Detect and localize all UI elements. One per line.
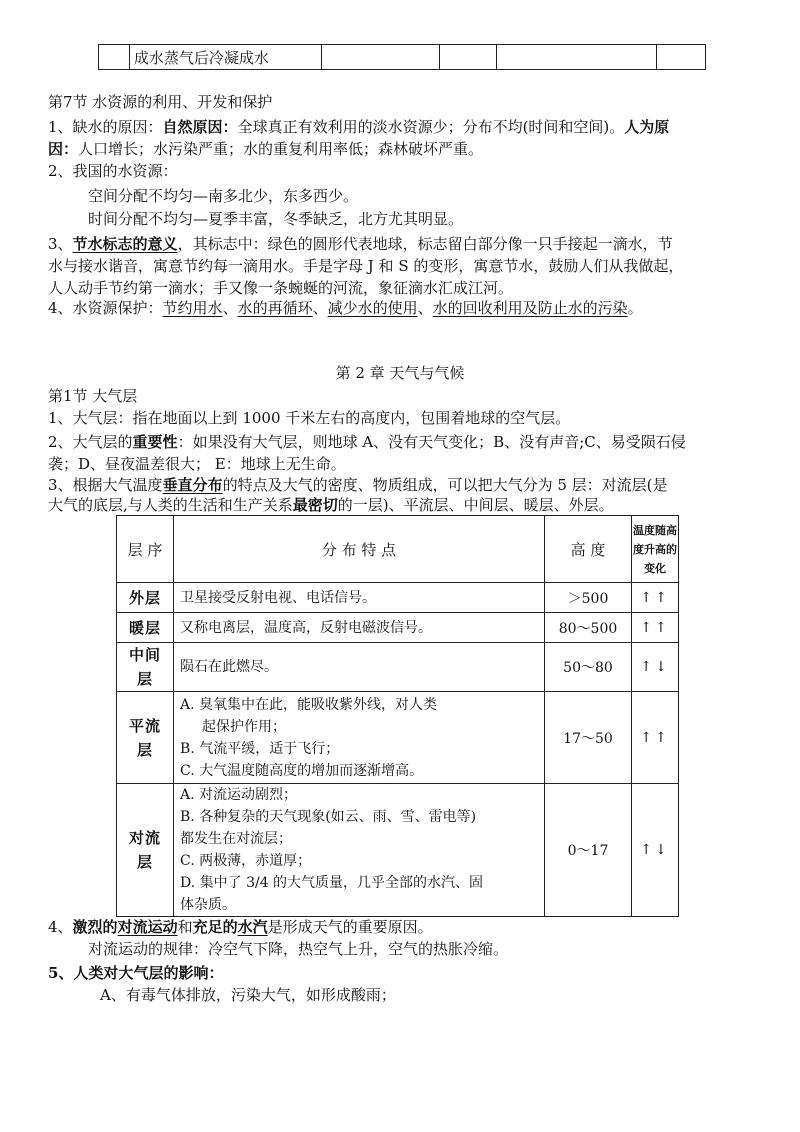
paragraph-line: 袭；D、昼夜温差很大； E：地球上无生命。 bbox=[48, 455, 346, 473]
emphasis-text: 垂直分布 bbox=[162, 476, 223, 494]
temperature-trend-cell: ↑↑ bbox=[632, 613, 679, 643]
top-table-fragment bbox=[98, 44, 706, 70]
feature-line: B. 气流平缓，适于飞行； bbox=[180, 740, 340, 757]
table-cell bbox=[497, 45, 657, 70]
emphasis-text: 对流运动 bbox=[117, 918, 178, 936]
table-row bbox=[117, 643, 679, 692]
chapter-title: 第 2 章 天气与气候 bbox=[335, 364, 465, 382]
column-header: 分 布 特 点 bbox=[174, 516, 545, 583]
text: ：如果没有大气层，则地球 A、没有天气变化；B、没有声音;C、易受陨石侵 bbox=[177, 433, 686, 451]
underlined-text: 水的回收利用及防止水的污染 bbox=[432, 299, 628, 317]
paragraph-line: 空间分配不均匀—南多北少，东多西少。 bbox=[88, 187, 359, 205]
temperature-trend-cell: ↑↓ bbox=[632, 643, 679, 692]
underlined-text: 节约用水 bbox=[162, 299, 223, 317]
text: 1、缺水的原因： bbox=[48, 118, 163, 136]
table-row bbox=[117, 692, 679, 784]
text: 、 bbox=[417, 299, 433, 317]
feature-line: 卫星接受反射电视、电话信号。 bbox=[180, 589, 376, 606]
text: 、 bbox=[312, 299, 328, 317]
layer-name-cell: 平流层 bbox=[117, 692, 174, 784]
atmosphere-layers-table bbox=[116, 515, 679, 917]
text: 4、 bbox=[48, 918, 73, 936]
table-cell bbox=[657, 45, 706, 70]
bold-text: 重要性 bbox=[132, 433, 178, 451]
text: 大气的底层,与人类的生活和生产关系 bbox=[48, 496, 293, 514]
feature-line: D. 集中了 3/4 的大气质量，几乎全部的水汽、固 bbox=[180, 875, 484, 891]
feature-line: 又称电离层，温度高，反射电磁波信号。 bbox=[180, 619, 432, 636]
section-heading: 第7节 水资源的利用、开发和保护 bbox=[48, 93, 273, 111]
section-heading: 第1节 大气层 bbox=[48, 387, 138, 405]
table-cell bbox=[440, 45, 497, 70]
text: 、 bbox=[222, 299, 238, 317]
paragraph-line bbox=[48, 138, 483, 160]
feature-line: 体杂质。 bbox=[180, 897, 236, 913]
column-header: 温度随高度升高的变化 bbox=[632, 516, 679, 583]
paragraph-line bbox=[48, 494, 614, 516]
paragraph-line: 对流运动的规律：冷空气下降，热空气上升，空气的热胀冷缩。 bbox=[88, 940, 509, 958]
feature-line: 陨石在此燃尽。 bbox=[180, 659, 278, 675]
layer-height-cell: 50～80 bbox=[545, 643, 632, 692]
paragraph-line bbox=[48, 474, 668, 496]
bold-text: 充足的 bbox=[192, 918, 238, 936]
layer-features-cell bbox=[174, 583, 545, 613]
emphasis-text: 水汽 bbox=[237, 918, 268, 936]
temperature-trend-cell: ↑↓ bbox=[632, 784, 679, 917]
layer-name-cell: 中间层 bbox=[117, 643, 174, 692]
paragraph-line bbox=[48, 116, 669, 138]
bold-text: 激烈的 bbox=[72, 918, 118, 936]
layer-name-cell: 暖层 bbox=[117, 613, 174, 643]
text: 全球真正有效利用的淡水资源少；分布不均(时间和空间)。 bbox=[237, 118, 625, 136]
table-row bbox=[99, 45, 706, 70]
paragraph-line: 水与接水谐音，寓意节约每一滴用水。手是字母 J 和 S 的变形，寓意节水，鼓励人们从我做起， bbox=[48, 257, 684, 275]
text: 4、水资源保护： bbox=[48, 299, 163, 317]
bold-text: 因： bbox=[48, 140, 79, 158]
temperature-trend-cell: ↑↑ bbox=[632, 692, 679, 784]
feature-line: A. 臭氧集中在此，能吸收紫外线，对人类 bbox=[180, 696, 438, 713]
bold-text: 人为原 bbox=[624, 118, 670, 136]
feature-line: C. 大气温度随高度的增加而逐渐增高。 bbox=[180, 762, 424, 779]
table-cell: 成水蒸气后冷凝成水 bbox=[129, 45, 321, 70]
layer-height-cell: 0～17 bbox=[545, 784, 632, 917]
table-row bbox=[117, 613, 679, 643]
paragraph-line: 人人动手节约第一滴水；手又像一条蜿蜒的河流，象征滴水汇成江河。 bbox=[48, 279, 514, 297]
layer-features-cell bbox=[174, 784, 545, 917]
column-header: 层 序 bbox=[117, 516, 174, 583]
feature-line: C. 两极薄，赤道厚； bbox=[180, 853, 312, 869]
table-header-row bbox=[117, 516, 679, 583]
text: 的一层)、平流层、中间层、暖层、外层。 bbox=[337, 496, 614, 514]
paragraph-line bbox=[48, 297, 643, 319]
feature-line: B. 各种复杂的天气现象(如云、雨、雪、雷电等) bbox=[180, 809, 477, 825]
layer-features-cell bbox=[174, 613, 545, 643]
paragraph-line: 2、我国的水资源： bbox=[48, 162, 178, 180]
paragraph-line: A、有毒气体排放，污染大气，如形成酸雨； bbox=[100, 986, 396, 1004]
text: 是形成天气的重要原因。 bbox=[267, 918, 433, 936]
underlined-text: 减少水的使用 bbox=[327, 299, 418, 317]
paragraph-line bbox=[48, 431, 686, 453]
temperature-trend-cell: ↑↑ bbox=[632, 583, 679, 613]
layer-features-cell bbox=[174, 643, 545, 692]
layer-features-cell bbox=[174, 692, 545, 784]
layer-height-cell: 17～50 bbox=[545, 692, 632, 784]
text: 3、 bbox=[48, 235, 73, 253]
underlined-text: 水的再循环 bbox=[237, 299, 313, 317]
layer-name-cell: 外层 bbox=[117, 583, 174, 613]
text: 3、根据大气温度 bbox=[48, 476, 163, 494]
paragraph-line: 1、大气层：指在地面以上到 1000 千米左右的高度内，包围着地球的空气层。 bbox=[48, 409, 571, 427]
layer-height-cell: 80～500 bbox=[545, 613, 632, 643]
table-cell bbox=[99, 45, 130, 70]
layer-height-cell: ＞500 bbox=[545, 583, 632, 613]
text: 的特点及大气的密度、物质组成，可以把大气分为 5 层：对流层(是 bbox=[222, 476, 668, 494]
text: ，其标志中：绿色的圆形代表地球，标志留白部分像一只手接起一滴水，节 bbox=[177, 235, 673, 253]
paragraph-line: 时间分配不均匀—夏季丰富，冬季缺乏，北方尤其明显。 bbox=[88, 210, 464, 228]
paragraph-line: 5、人类对大气层的影响： bbox=[48, 964, 224, 982]
feature-line: A. 对流运动剧烈； bbox=[180, 787, 298, 803]
paragraph-line bbox=[48, 916, 433, 938]
feature-line: 起保护作用； bbox=[202, 718, 286, 735]
text: 人口增长；水污染严重；水的重复利用率低；森林破坏严重。 bbox=[78, 140, 484, 158]
bold-text: 自然原因： bbox=[162, 118, 238, 136]
table-row bbox=[117, 583, 679, 613]
emphasis-text: 节水标志的意义 bbox=[72, 235, 178, 253]
layer-name-cell: 对流层 bbox=[117, 784, 174, 917]
paragraph-line bbox=[48, 233, 673, 255]
column-header: 高 度 bbox=[545, 516, 632, 583]
table-row bbox=[117, 784, 679, 917]
text: 和 bbox=[177, 918, 193, 936]
table-cell bbox=[321, 45, 439, 70]
feature-line: 都发生在对流层； bbox=[180, 831, 292, 847]
text: 。 bbox=[627, 299, 643, 317]
bold-text: 最密切 bbox=[292, 496, 338, 514]
text: 2、大气层的 bbox=[48, 433, 133, 451]
